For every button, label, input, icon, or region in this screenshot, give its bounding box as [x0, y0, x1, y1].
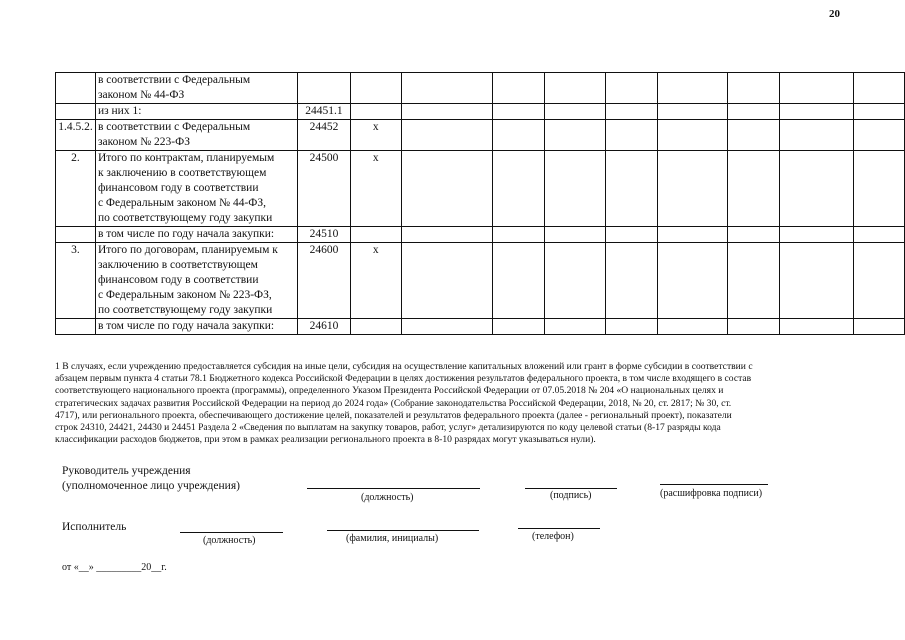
- head-label: Руководитель учреждения: [62, 465, 191, 477]
- empty-value-cell: [780, 319, 854, 335]
- empty-value-cell: [493, 104, 545, 120]
- row-description-line: в том числе по году начала закупки:: [97, 228, 275, 240]
- empty-value-cell: [545, 243, 606, 319]
- row-description-line: финансовом году в соответствии: [97, 274, 259, 286]
- row-description-line: в соответствии с Федеральным: [97, 121, 251, 133]
- empty-value-cell: [545, 227, 606, 243]
- empty-value-cell: [606, 151, 658, 227]
- empty-value-cell: [780, 104, 854, 120]
- date-line: от «__» _________20__г.: [62, 562, 167, 573]
- row-description-line: заключению в соответствующем: [97, 259, 258, 271]
- row-number-cell: [56, 73, 96, 104]
- head-label-authorized: (уполномоченное лицо учреждения): [62, 480, 240, 492]
- head-signature-caption: (подпись): [550, 490, 592, 501]
- empty-value-cell: [545, 319, 606, 335]
- row-description-line: финансовом году в соответствии: [97, 182, 259, 194]
- empty-value-cell: [493, 227, 545, 243]
- row-description-line: в том числе по году начала закупки:: [97, 320, 275, 332]
- footnote-line: 4717), или регионального проекта, обеспечивающего достижение целей, показателей и результатов федерального проекта (далее - региональный проект), показатели: [55, 409, 732, 421]
- executor-position-line: [180, 532, 283, 533]
- row-description-line: по соответствующему году закупки: [97, 304, 273, 316]
- empty-value-cell: [728, 151, 780, 227]
- executor-name-caption: (фамилия, инициалы): [346, 533, 439, 544]
- row-number-cell: [56, 319, 96, 335]
- row-mark-cell: x: [350, 120, 401, 151]
- empty-value-cell: [401, 73, 492, 104]
- row-code-cell: 24600: [298, 243, 350, 319]
- empty-value-cell: [853, 319, 904, 335]
- empty-value-cell: [853, 227, 904, 243]
- row-code-cell: 24451.1: [298, 104, 350, 120]
- head-position-line: [307, 488, 480, 489]
- row-number-cell: 2.: [56, 151, 96, 227]
- row-description-line: с Федеральным законом № 223-ФЗ,: [97, 289, 272, 301]
- row-mark-cell: x: [350, 243, 401, 319]
- executor-position-caption: (должность): [203, 535, 256, 546]
- empty-value-cell: [780, 151, 854, 227]
- empty-value-cell: [401, 120, 492, 151]
- row-mark-cell: [350, 227, 401, 243]
- row-description-line: законом № 223-ФЗ: [97, 136, 190, 148]
- executor-phone-line: [518, 528, 600, 529]
- empty-value-cell: [493, 151, 545, 227]
- empty-value-cell: [657, 151, 727, 227]
- empty-value-cell: [493, 243, 545, 319]
- empty-value-cell: [545, 151, 606, 227]
- empty-value-cell: [780, 227, 854, 243]
- row-description-line: законом № 44-ФЗ: [97, 89, 185, 101]
- row-description-line: в соответствии с Федеральным: [97, 74, 251, 86]
- empty-value-cell: [493, 73, 545, 104]
- empty-value-cell: [401, 243, 492, 319]
- empty-value-cell: [401, 104, 492, 120]
- table-row: [56, 319, 905, 335]
- empty-value-cell: [657, 120, 727, 151]
- empty-value-cell: [853, 243, 904, 319]
- row-number-cell: 3.: [56, 243, 96, 319]
- empty-value-cell: [657, 73, 727, 104]
- empty-value-cell: [401, 319, 492, 335]
- row-description-line: Итого по контрактам, планируемым: [97, 152, 275, 164]
- row-mark-cell: [350, 319, 401, 335]
- row-number-cell: 1.4.5.2.: [56, 120, 96, 151]
- row-code-cell: 24610: [298, 319, 350, 335]
- empty-value-cell: [606, 73, 658, 104]
- empty-value-cell: [728, 227, 780, 243]
- row-number-cell: [56, 104, 96, 120]
- empty-value-cell: [657, 227, 727, 243]
- empty-value-cell: [853, 120, 904, 151]
- footnote-line: классификации расходов бюджетов, при этом в рамках реализации регионального проекта в 8-10 разрядах могут указываться нули).: [55, 434, 596, 446]
- executor-name-line: [327, 530, 479, 531]
- row-code-cell: 24510: [298, 227, 350, 243]
- empty-value-cell: [728, 104, 780, 120]
- empty-value-cell: [780, 120, 854, 151]
- row-description-line: по соответствующему году закупки: [97, 212, 273, 224]
- row-mark-cell: [350, 104, 401, 120]
- empty-value-cell: [657, 243, 727, 319]
- footnote-line: соответствующего национального проекта (программы), определенного Указом Президента Российской Федерации от 07.05.2018 № 204 «О национальных целях и: [55, 385, 724, 397]
- head-position-caption: (должность): [361, 492, 414, 503]
- row-number-cell: [56, 227, 96, 243]
- row-description-cell: [95, 73, 297, 104]
- row-description-cell: [95, 319, 297, 335]
- footnote: [55, 361, 855, 446]
- footnote-line: стратегических задачах развития Российской Федерации на период до 2024 года» (Собрание законодательства Российской Федерации, 2018, № 20, ст. 2817; № 30, ст.: [55, 397, 732, 409]
- table-row: [56, 227, 905, 243]
- empty-value-cell: [545, 73, 606, 104]
- budget-table: [55, 72, 905, 335]
- empty-value-cell: [493, 120, 545, 151]
- row-code-cell: 24452: [298, 120, 350, 151]
- executor-label: Исполнитель: [62, 521, 127, 533]
- row-description-line: к заключению в соответствующем: [97, 167, 267, 179]
- budget-table-body: [56, 73, 905, 335]
- empty-value-cell: [606, 120, 658, 151]
- row-description-line: с Федеральным законом № 44-ФЗ,: [97, 197, 267, 209]
- empty-value-cell: [853, 151, 904, 227]
- row-description-line: из них 1:: [97, 105, 142, 117]
- footnote-line: абзацем первым пункта 4 статьи 78.1 Бюджетного кодекса Российской Федерации в целях достижения результатов федерального проекта, в том числе входящего в состав: [55, 373, 752, 385]
- empty-value-cell: [493, 319, 545, 335]
- row-mark-cell: x: [350, 151, 401, 227]
- executor-phone-caption: (телефон): [532, 531, 574, 542]
- empty-value-cell: [657, 104, 727, 120]
- row-description-cell: [95, 120, 297, 151]
- row-description-cell: [95, 243, 297, 319]
- table-row: [56, 120, 905, 151]
- empty-value-cell: [780, 73, 854, 104]
- empty-value-cell: [728, 73, 780, 104]
- row-description-cell: [95, 227, 297, 243]
- empty-value-cell: [606, 227, 658, 243]
- head-decoding-line: [660, 484, 768, 485]
- row-description-cell: [95, 104, 297, 120]
- table-row: [56, 151, 905, 227]
- empty-value-cell: [728, 120, 780, 151]
- empty-value-cell: [545, 104, 606, 120]
- empty-value-cell: [401, 151, 492, 227]
- row-description-line: Итого по договорам, планируемым к: [97, 244, 278, 256]
- row-mark-cell: [350, 73, 401, 104]
- row-description-cell: [95, 151, 297, 227]
- empty-value-cell: [853, 73, 904, 104]
- empty-value-cell: [780, 243, 854, 319]
- empty-value-cell: [853, 104, 904, 120]
- head-decoding-caption: (расшифровка подписи): [660, 488, 763, 499]
- table-row: [56, 243, 905, 319]
- head-signature-line: [525, 488, 617, 489]
- empty-value-cell: [606, 104, 658, 120]
- footnote-line: 1 В случаях, если учреждению предоставляется субсидия на иные цели, субсидия на осуществление капитальных вложений или грант в форме субсидии в соответствии с: [55, 361, 753, 372]
- row-code-cell: [298, 73, 350, 104]
- table-row: [56, 73, 905, 104]
- empty-value-cell: [606, 243, 658, 319]
- page-number: 20: [829, 8, 840, 20]
- empty-value-cell: [657, 319, 727, 335]
- footnote-line: строк 24310, 24421, 24430 и 24451 Раздела 2 «Сведения по выплатам на закупку товаров, работ, услуг» детализируются по коду целевой статьи (8-17 разряды кода: [55, 422, 721, 434]
- table-row: [56, 104, 905, 120]
- row-code-cell: 24500: [298, 151, 350, 227]
- empty-value-cell: [728, 319, 780, 335]
- empty-value-cell: [545, 120, 606, 151]
- empty-value-cell: [401, 227, 492, 243]
- empty-value-cell: [606, 319, 658, 335]
- empty-value-cell: [728, 243, 780, 319]
